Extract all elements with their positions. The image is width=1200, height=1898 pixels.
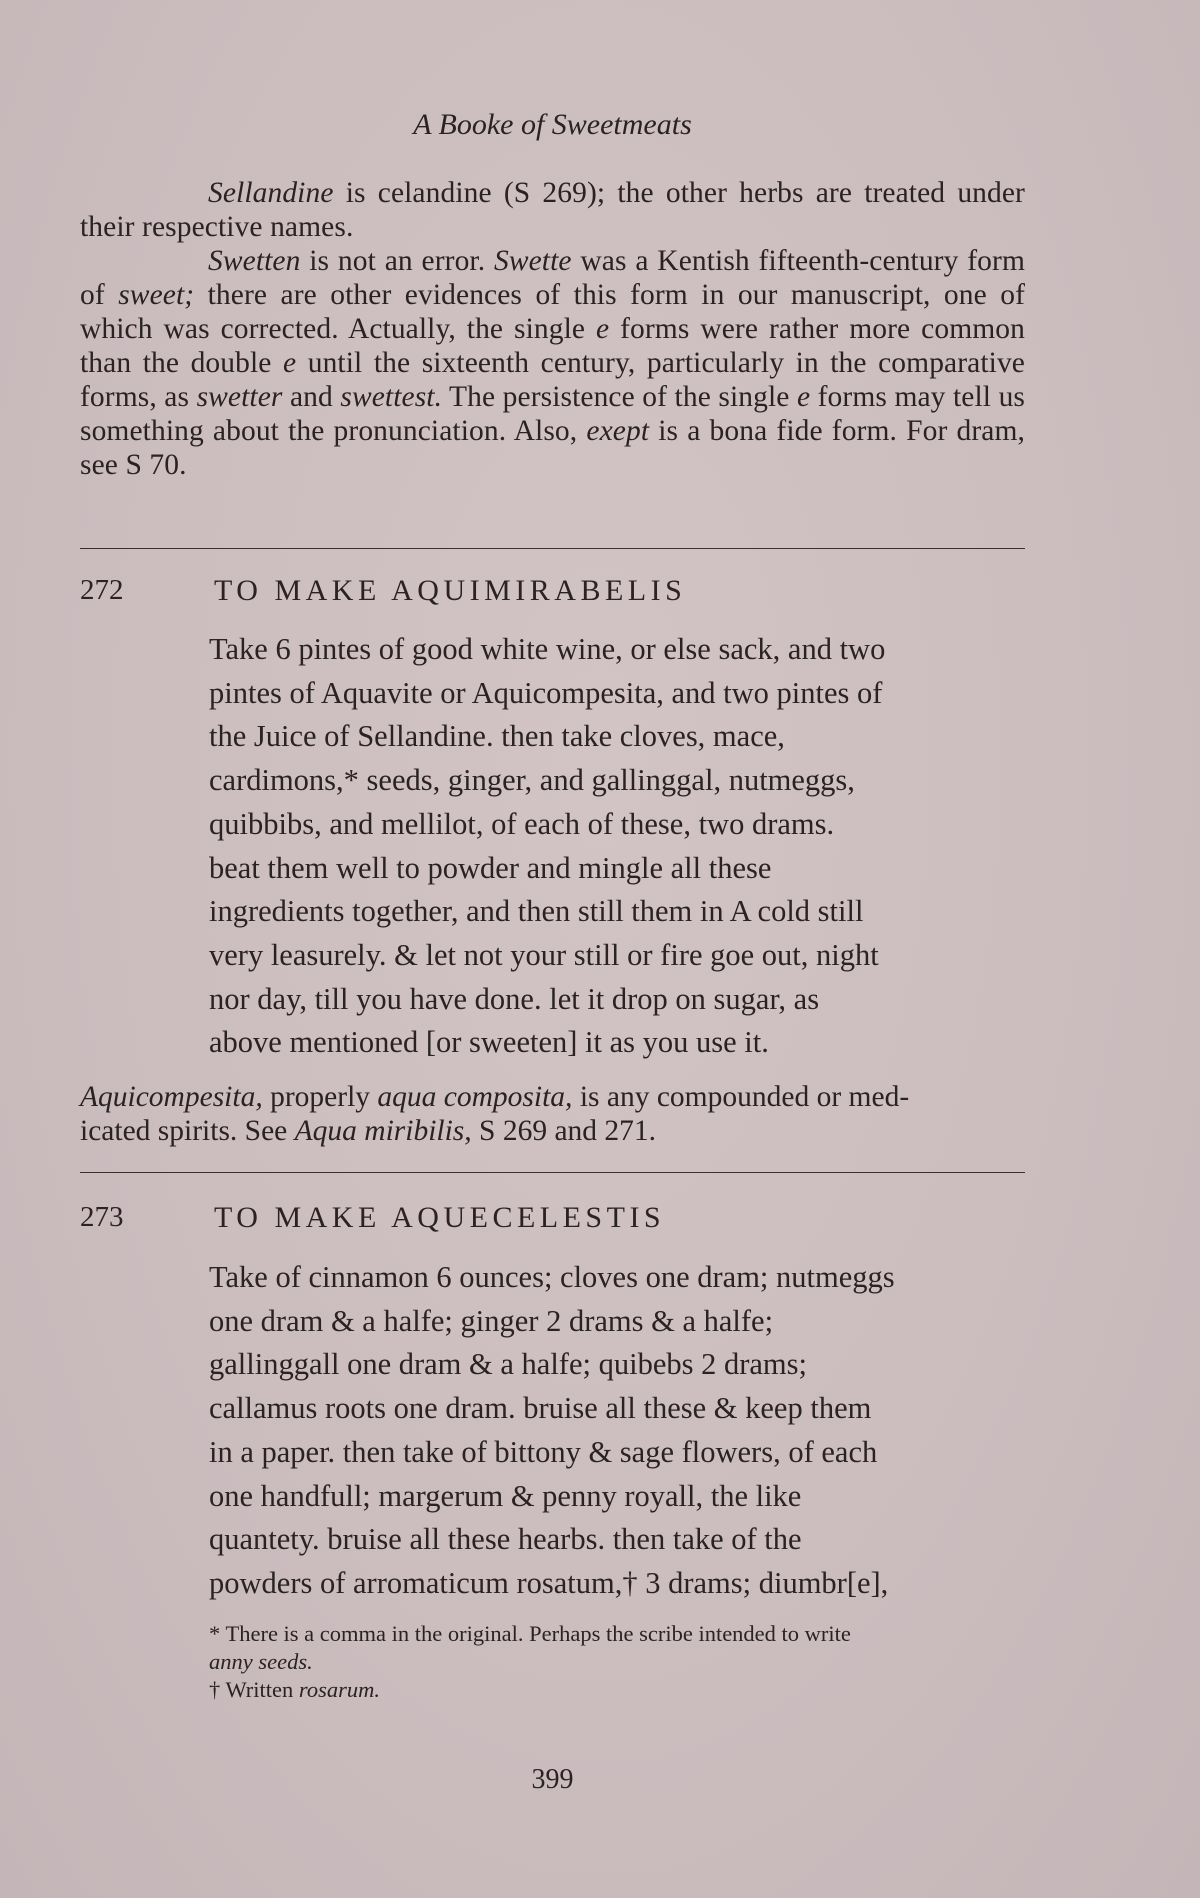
recipe-line: Take 6 pintes of good white wine, or else sack, and two	[209, 632, 886, 666]
italic-run: Sellandine	[208, 177, 334, 209]
text-run: there are other evidences of this form in our manuscript, one of which was corrected. Actually, the single	[80, 279, 1026, 345]
text-run: is a bona fide form. For dram, see S 70.	[80, 415, 1026, 481]
text-run: * There is a comma in the original. Perhaps the scribe intended to write	[209, 1621, 851, 1646]
recipe-line: callamus roots one dram. bruise all these & keep them	[209, 1391, 872, 1426]
recipe-line: above mentioned [or sweeten] it as you use it.	[209, 1025, 769, 1060]
recipe-line: beat them well to powder and mingle all these	[209, 850, 772, 885]
text-run: was a Kentish fifteenth-century form of	[80, 245, 1025, 311]
commentary-line	[80, 1114, 1025, 1148]
footnote-line	[209, 1620, 1025, 1648]
text-run: is any compounded or med-	[572, 1081, 910, 1113]
footnote-line	[209, 1648, 1025, 1676]
italic-run: rosarum.	[298, 1677, 380, 1702]
section-rule	[80, 548, 1025, 549]
text-run: forms were rather more common than the double	[80, 313, 1025, 379]
italic-run: sweet;	[118, 279, 195, 311]
italic-run: aqua composita,	[377, 1081, 573, 1113]
text-run: † Written	[209, 1677, 299, 1702]
note-paragraph	[80, 244, 1025, 482]
book-page	[80, 0, 1025, 1898]
italic-run: e	[283, 347, 297, 379]
text-run: S 269 and 271.	[471, 1115, 657, 1147]
recipe-line: one handfull; margerum & penny royall, the like	[209, 1478, 802, 1513]
section-rule	[80, 1172, 1025, 1173]
note-paragraph	[80, 176, 1025, 244]
recipe-line: very leasurely. & let not your still or fire goe out, night	[209, 937, 879, 972]
recipe-line: quantety. bruise all these hearbs. then take of the	[209, 1522, 802, 1557]
recipe-line: cardimons,* seeds, ginger, and gallinggal, nutmeggs,	[209, 763, 855, 798]
recipe-title: TO MAKE AQUECELESTIS	[214, 1201, 666, 1234]
italic-run: e	[796, 381, 811, 413]
italic-run: Aquicompesita,	[80, 1081, 263, 1113]
italic-run: swettest.	[340, 381, 443, 413]
text-run: properly	[262, 1081, 378, 1113]
recipe-line: one dram & a halfe; ginger 2 drams & a halfe;	[209, 1303, 774, 1338]
italic-run: Aqua miribilis,	[294, 1115, 472, 1147]
recipe-line: the Juice of Sellandine. then take cloves, mace,	[209, 719, 785, 754]
text-run: until the sixteenth century, particularly in the comparative forms, as	[80, 347, 1025, 413]
text-run: is celandine (S 269); the other herbs are treated under their respective names.	[80, 177, 1025, 243]
italic-run: anny seeds.	[209, 1649, 313, 1674]
recipe-line: gallinggall one dram & a halfe; quibebs 2 drams;	[209, 1347, 807, 1382]
running-head: A Booke of Sweetmeats	[413, 108, 692, 141]
text-run: forms may tell us something about the pronunciation. Also,	[80, 381, 1026, 447]
recipe-body	[209, 1256, 1025, 1606]
page-number: 399	[531, 1764, 574, 1795]
recipe-line: nor day, till you have done. let it drop on sugar, as	[209, 981, 820, 1016]
italic-run: swetter	[196, 381, 283, 413]
italic-run: Swetten	[208, 245, 301, 277]
recipe-line: in a paper. then take of bittony & sage flowers, of each	[209, 1434, 878, 1469]
recipe-body	[209, 628, 1025, 1065]
recipe-line: quibbibs, and mellilot, of each of these, two drams.	[209, 806, 835, 841]
italic-run: exept	[586, 415, 650, 447]
recipe-commentary	[80, 1080, 1025, 1148]
italic-run: Swette	[493, 245, 572, 277]
recipe-line: Take of cinnamon 6 ounces; cloves one dram; nutmeggs	[209, 1260, 895, 1294]
footnote-line	[209, 1676, 1025, 1704]
text-run: icated spirits. See	[80, 1115, 295, 1147]
text-run: and	[282, 381, 341, 413]
intro-notes	[80, 176, 1025, 482]
italic-run: e	[596, 313, 610, 345]
recipe-line: ingredients together, and then still them in A cold still	[209, 894, 864, 929]
recipe-line: powders of arromaticum rosatum,† 3 drams; diumbr[e],	[209, 1565, 889, 1600]
text-run: The persistence of the single	[442, 381, 797, 413]
commentary-line	[80, 1080, 1025, 1114]
recipe-line: pintes of Aquavite or Aquicompesita, and two pintes of	[209, 675, 883, 710]
recipe-number: 272	[80, 574, 124, 606]
recipe-title: TO MAKE AQUIMIRABELIS	[214, 574, 687, 607]
text-run: is not an error.	[300, 245, 494, 277]
recipe-number: 273	[80, 1201, 124, 1233]
footnotes	[209, 1620, 1025, 1704]
